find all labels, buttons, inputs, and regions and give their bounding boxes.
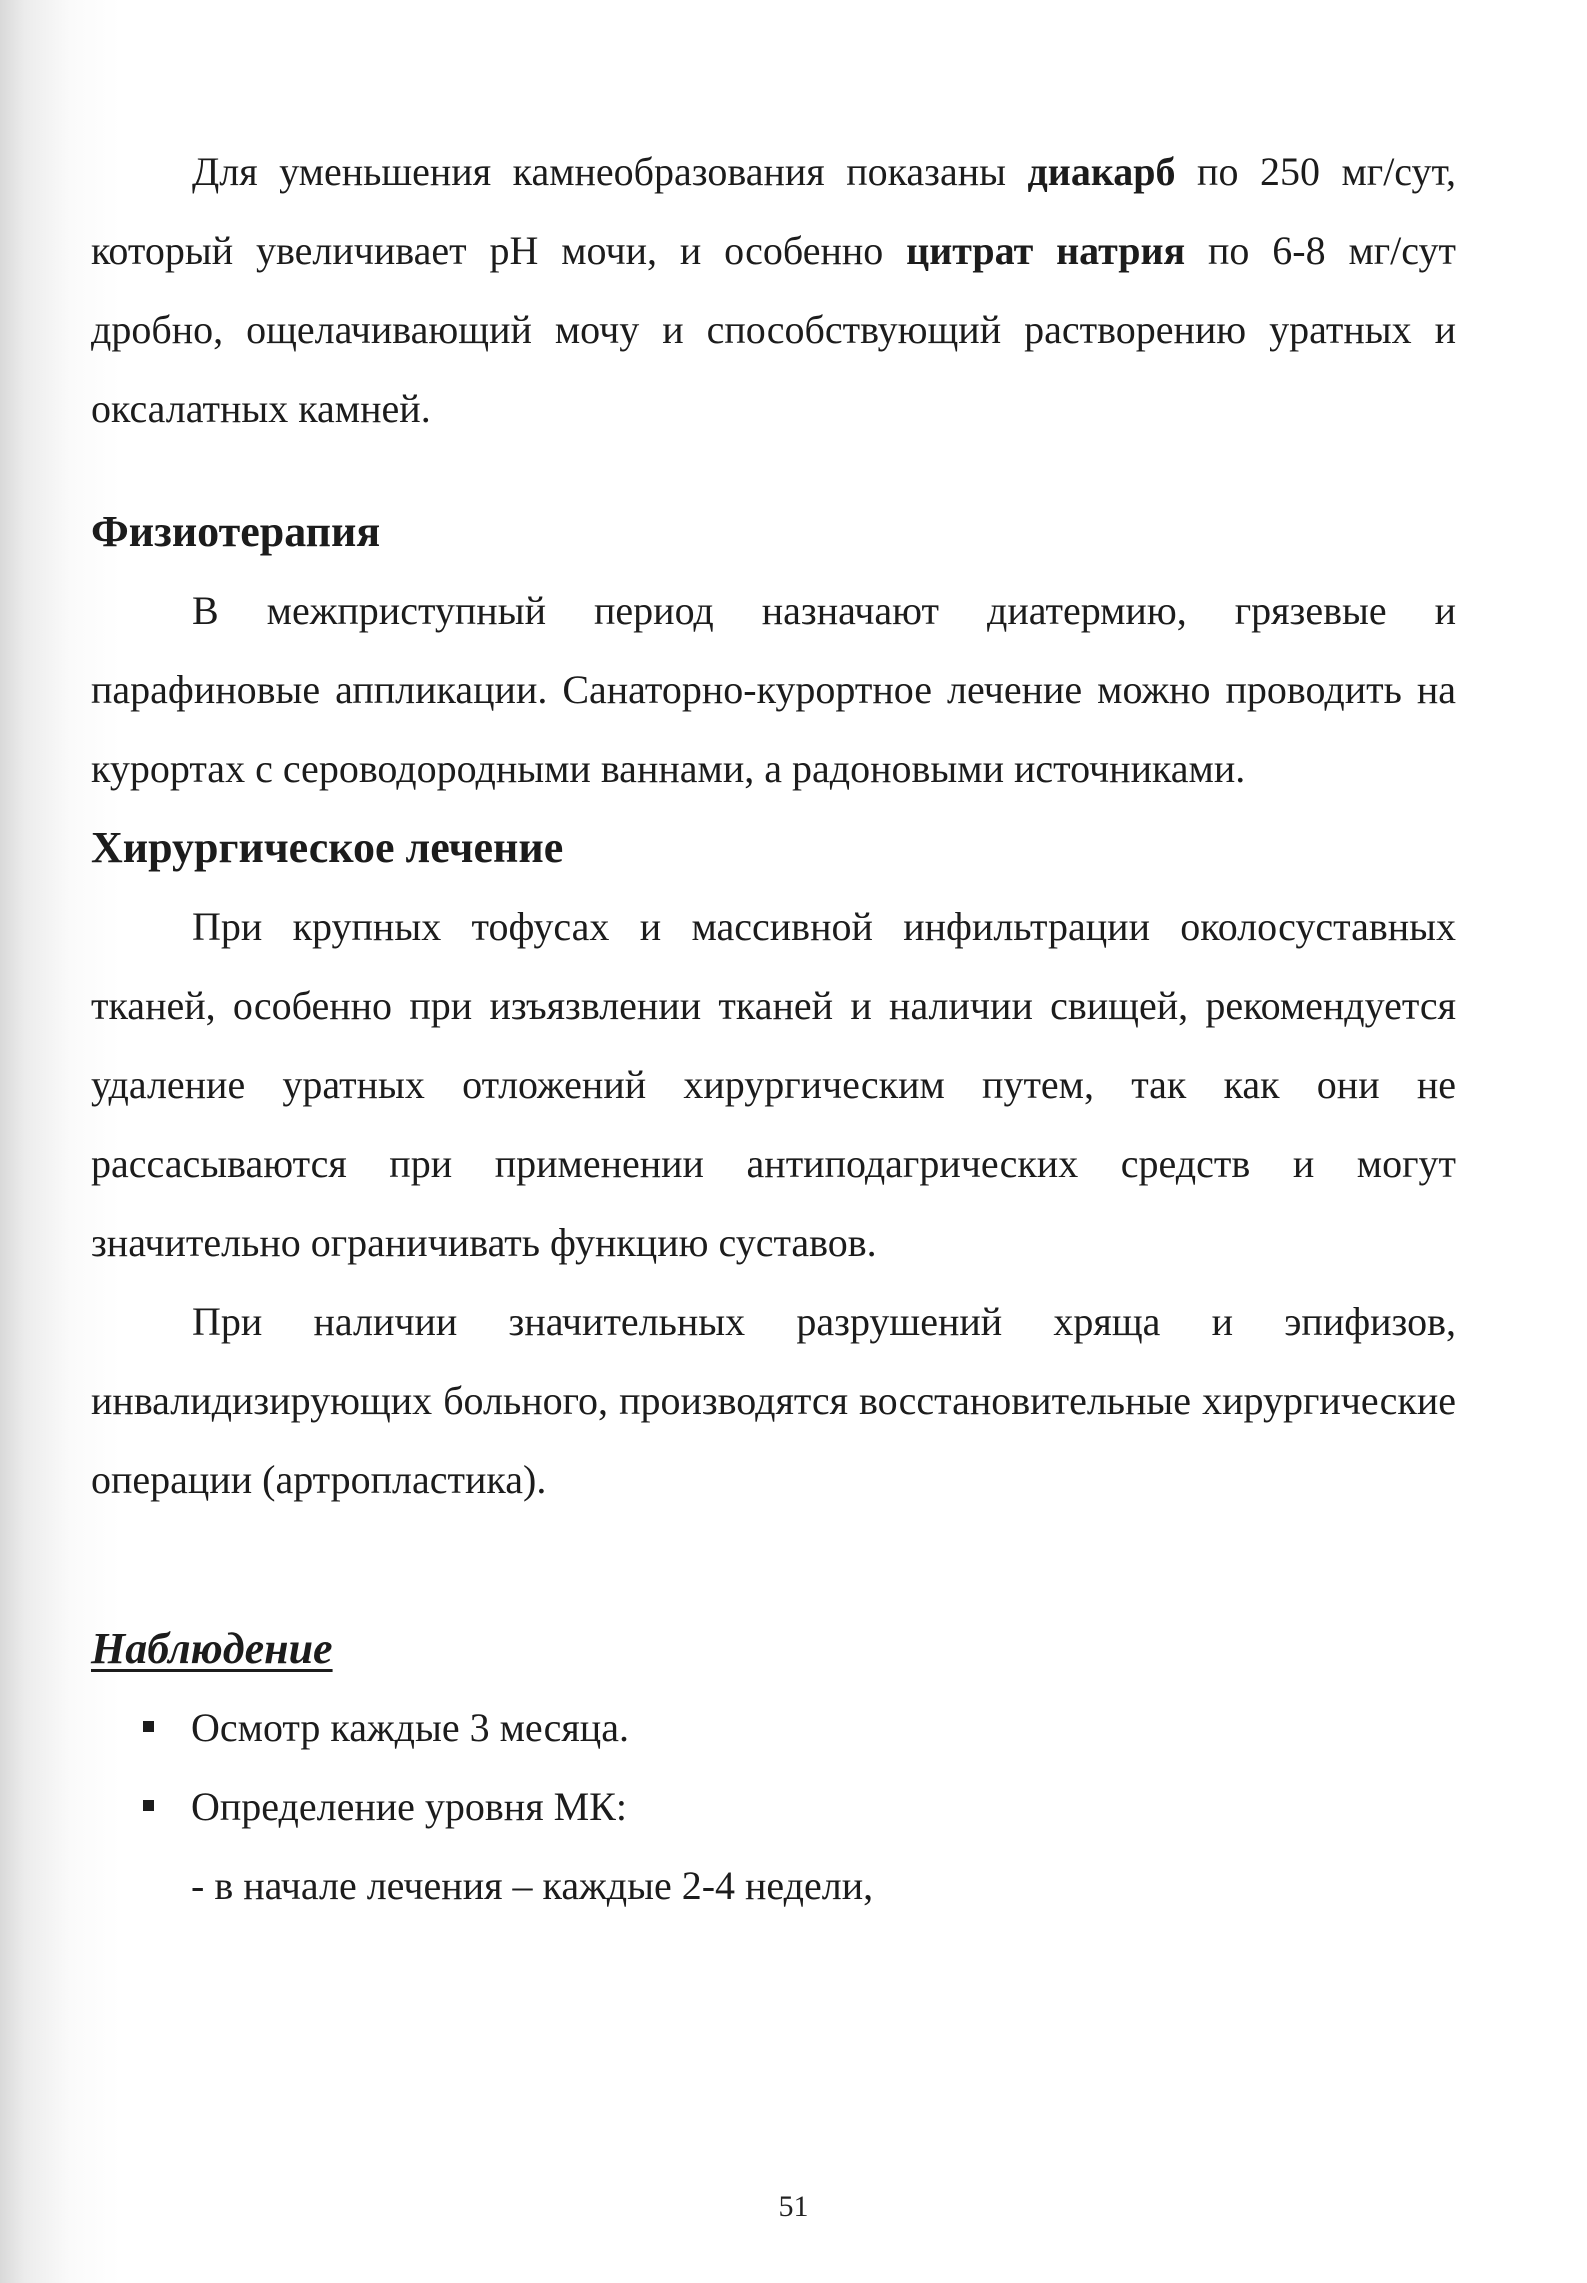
- list-item-text: Осмотр каждые 3 месяца.: [191, 1705, 629, 1750]
- heading-surgery: Хирургическое лечение: [91, 823, 564, 872]
- heading-observation: Наблюдение: [91, 1624, 333, 1673]
- paragraph-litholysis: [91, 132, 1456, 448]
- page-content: [91, 132, 1456, 1925]
- paragraph-physiotherapy: В межприступный период назначают диатермию, грязевые и парафиновые аппликации. Санаторно-курортное лечение можно проводить на курортах с сероводородными ваннами, а радоновыми источниками.: [91, 588, 1456, 791]
- list-item: [91, 1688, 1456, 1767]
- observation-list: [91, 1688, 1456, 1846]
- heading-physiotherapy: Физиотерапия: [91, 507, 381, 556]
- bullet-square-icon: [143, 1800, 154, 1811]
- page-number: 51: [778, 2190, 809, 2223]
- bullet-square-icon: [143, 1721, 154, 1732]
- drug-name-citrat: цитрат натрия: [906, 228, 1186, 273]
- drug-name-diakarb: диакарб: [1027, 149, 1176, 194]
- list-item: [91, 1767, 1456, 1846]
- text-segment: Для уменьшения камнеобразования показаны: [192, 149, 1028, 194]
- observation-subline: - в начале лечения – каждые 2-4 недели,: [191, 1863, 874, 1908]
- paragraph-surgery-1: При крупных тофусах и массивной инфильтрации околосуставных тканей, особенно при изъязвлении тканей и наличии свищей, рекомендуется удаление уратных отложений хирургическим путем, так как они не рассасываются при применении антиподагрических средств и могут значительно ограничивать функцию суставов.: [91, 904, 1456, 1265]
- text-segment: по 250 мг/сут, который увеличивает pH мочи, и особенно: [91, 149, 1456, 273]
- paragraph-surgery-2: При наличии значительных разрушений хряща и эпифизов, инвалидизирующих больного, производятся восстановительные хирургические операции (артропластика).: [91, 1299, 1456, 1502]
- text-segment: по 6-8 мг/сут дробно, ощелачивающий мочу и способствующий растворению уратных и оксалатных камней.: [91, 228, 1457, 431]
- list-item-text: Определение уровня МК:: [191, 1784, 627, 1829]
